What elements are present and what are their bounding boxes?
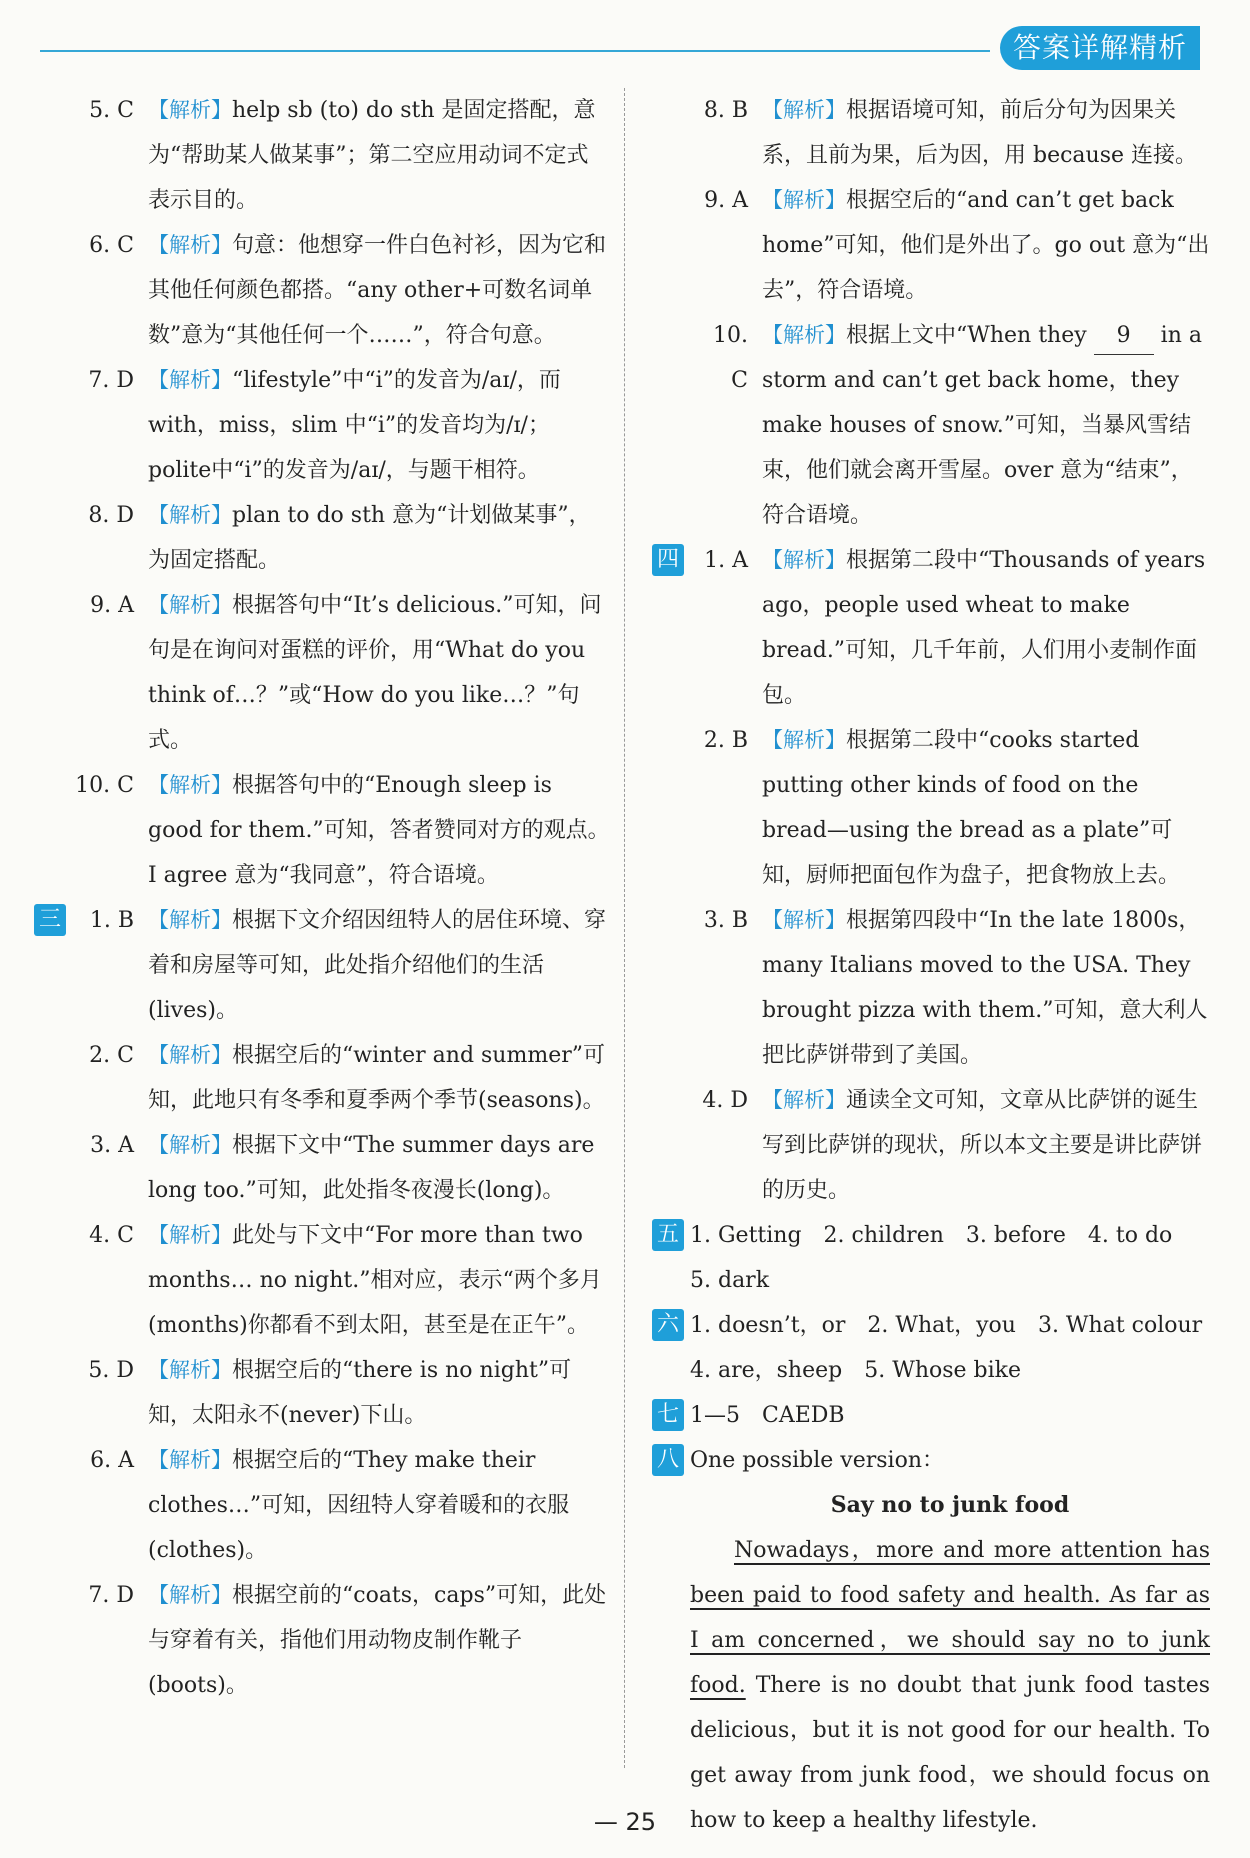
explanation-text: 根据下文介绍因纽特人的居住环境、穿着和房屋等可知，此处指介绍他们的生活(lives)。: [148, 908, 607, 1023]
answer-item: [72, 763, 610, 898]
section-marker: 八: [652, 1444, 684, 1476]
answer-explanation: [148, 1348, 610, 1438]
answer-explanation: [148, 1213, 610, 1348]
explanation-text: help sb (to) do sth 是固定搭配，意为“帮助某人做某事”；第二空应用动词不定式表示目的。: [148, 98, 596, 213]
answer-line: 1. Getting 2. children 3. before 4. to do: [690, 1223, 1173, 1248]
explanation-text: 根据空后的“there is no night”可知，太阳永不(never)下山。: [148, 1358, 572, 1428]
analysis-tag: 【解析】: [148, 908, 232, 932]
answer-section: [656, 1393, 1210, 1438]
explanation-text: 通读全文可知，文章从比萨饼的诞生写到比萨饼的现状，所以本文主要是讲比萨饼的历史。: [762, 1088, 1203, 1203]
header-rule: [40, 50, 990, 52]
explanation-text: 句意：他想穿一件白色衬衫，因为它和其他任何颜色都搭。“any other+可数名词单数”意为“其他任何一个……”，符合句意。: [148, 233, 607, 348]
answer-section: [656, 1438, 1210, 1483]
analysis-tag: 【解析】: [148, 773, 232, 797]
answer-number: 7. D: [88, 368, 134, 393]
answer-explanation: [762, 88, 1210, 178]
left-column: [40, 88, 610, 1708]
analysis-tag: 【解析】: [148, 98, 232, 122]
explanation-text: 此处与下文中“For more than two months… no night.”相对应，表示“两个多月(months)你都看不到太阳，甚至是在正午”。: [148, 1223, 602, 1338]
answer-line: One possible version：: [690, 1448, 944, 1473]
answer-item: [72, 1123, 610, 1213]
column-divider: [624, 88, 625, 1768]
answer-explanation: [148, 88, 610, 223]
answer-number: 9. A: [704, 188, 748, 213]
answer-item: [690, 1078, 1210, 1213]
answer-explanation: [762, 538, 1210, 718]
answer-explanation: [148, 1033, 610, 1123]
explanation-text: 根据第二段中“Thousands of years ago，people used wheat to make bread.”可知，几千年前，人们用小麦制作面包。: [762, 548, 1206, 708]
explanation-text: 根据答句中“It’s delicious.”可知，问句是在询问对蛋糕的评价，用“What do you think of…？”或“How do you like…？”句式。: [148, 593, 602, 753]
answer-item: [72, 1438, 610, 1573]
explanation-text: plan to do sth 意为“计划做某事”，为固定搭配。: [148, 503, 591, 573]
answer-section: [656, 1213, 1210, 1303]
section-marker: 四: [652, 544, 684, 576]
right-column: [656, 88, 1210, 1843]
answer-item: [72, 223, 610, 358]
analysis-tag: 【解析】: [762, 98, 846, 122]
explanation-text: 根据空前的“coats，caps”可知，此处与穿着有关，指他们用动物皮制作靴子(boots)。: [148, 1583, 607, 1698]
explanation-text: 根据空后的“winter and summer”可知，此地只有冬季和夏季两个季节(seasons)。: [148, 1043, 605, 1113]
explanation-text: 根据第二段中“cooks started putting other kinds of food on the bread—using the bread as a plate”可知，厨师把面包作为盘子，把食物放上去。: [762, 728, 1181, 888]
answer-item: [72, 1573, 610, 1708]
answer-explanation: [148, 493, 610, 583]
explanation-text: 根据第四段中“In the late 1800s，many Italians moved to the USA. They brought pizza with them.”可知，意大利人把比萨饼带到了美国。: [762, 908, 1208, 1068]
explanation-text: 根据上文中“When they: [846, 323, 1094, 348]
section-marker: 三: [34, 904, 66, 936]
answer-item: [72, 358, 610, 493]
analysis-tag: 【解析】: [148, 1043, 232, 1067]
explanation-text: 根据语境可知，前后分句为因果关系，且前为果，后为因，用 because 连接。: [762, 98, 1198, 168]
answer-item: [690, 898, 1210, 1078]
answer-number: 8. B: [703, 98, 748, 123]
answer-number: 6. C: [89, 233, 134, 258]
analysis-tag: 【解析】: [148, 1223, 232, 1247]
analysis-tag: 【解析】: [148, 233, 232, 257]
explanation-text: 根据空后的“and can’t get back home”可知，他们是外出了。go out 意为“出去”，符合语境。: [762, 188, 1210, 303]
answer-number: 3. B: [703, 908, 748, 933]
answer-line: 1. doesn’t，or 2. What，you 3. What colour: [690, 1313, 1203, 1338]
blank-number: 9: [1094, 318, 1154, 355]
essay-underlined-sentence: Nowadays，more and more attention has been paid to food safety and health. As far as I am concerned，we should say no to junk food.: [690, 1538, 1210, 1698]
section-marker: 五: [652, 1219, 684, 1251]
analysis-tag: 【解析】: [148, 593, 232, 617]
analysis-tag: 【解析】: [762, 188, 846, 212]
answer-explanation: [148, 1438, 610, 1573]
answer-item: [72, 1213, 610, 1348]
answer-number: 6. A: [90, 1448, 134, 1473]
answer-item: [72, 88, 610, 223]
answer-item: [656, 538, 1210, 718]
answer-explanation: [148, 1573, 610, 1708]
answer-explanation: [762, 1078, 1210, 1213]
essay-text: There is no doubt that junk food tastes delicious，but it is not good for our health. To get away from junk food，we should focus on how to keep a healthy lifestyle.: [690, 1673, 1210, 1833]
answer-explanation: [148, 223, 610, 358]
answer-number: 7. D: [88, 1583, 134, 1608]
analysis-tag: 【解析】: [148, 1358, 232, 1382]
answer-explanation: [148, 898, 610, 1033]
answer-item: [72, 1033, 610, 1123]
explanation-text: “lifestyle”中“i”的发音为/aɪ/，而with，miss，slim 中“i”的发音均为/ɪ/；polite中“i”的发音为/aɪ/，与题干相符。: [148, 368, 561, 483]
answer-item: [690, 313, 1210, 538]
analysis-tag: 【解析】: [762, 323, 846, 347]
answer-number: 1. B: [89, 908, 134, 933]
answer-line: 4. are，sheep 5. Whose bike: [690, 1358, 1021, 1383]
answer-explanation: [148, 358, 610, 493]
analysis-tag: 【解析】: [148, 1448, 232, 1472]
analysis-tag: 【解析】: [762, 1088, 846, 1112]
section-marker: 六: [652, 1309, 684, 1341]
answer-number: 10. C: [75, 773, 134, 798]
answer-line: 5. dark: [690, 1268, 770, 1293]
answer-number: 9. A: [90, 593, 134, 618]
answer-number: 5. D: [88, 1358, 134, 1383]
answer-number: 10. C: [713, 323, 748, 393]
analysis-tag: 【解析】: [148, 368, 232, 392]
answer-item: [690, 718, 1210, 898]
answer-explanation: [148, 583, 610, 763]
answer-explanation: [762, 178, 1210, 313]
analysis-tag: 【解析】: [762, 728, 846, 752]
answer-number: 5. C: [89, 98, 134, 123]
answer-explanation: [762, 718, 1210, 898]
answer-item: [690, 178, 1210, 313]
answer-explanation: [762, 313, 1210, 538]
answer-line: 1—5 CAEDB: [690, 1403, 845, 1428]
analysis-tag: 【解析】: [148, 503, 232, 527]
answer-explanation: [148, 763, 610, 898]
answer-explanation: [762, 898, 1210, 1078]
analysis-tag: 【解析】: [762, 548, 846, 572]
analysis-tag: 【解析】: [148, 1133, 232, 1157]
answer-number: 2. C: [89, 1043, 134, 1068]
analysis-tag: 【解析】: [762, 908, 846, 932]
header-badge: 答案详解精析: [1000, 26, 1200, 70]
answer-section: [656, 1303, 1210, 1393]
answer-number: 4. C: [89, 1223, 134, 1248]
answer-item: [72, 493, 610, 583]
explanation-text: 根据答句中的“Enough sleep is good for them.”可知，答者赞同对方的观点。I agree 意为“我同意”，符合语境。: [148, 773, 610, 888]
essay-title: Say no to junk food: [830, 1492, 1070, 1518]
analysis-tag: 【解析】: [148, 1583, 232, 1607]
answer-number: 2. B: [703, 728, 748, 753]
explanation-text: 根据空后的“They make their clothes…”可知，因纽特人穿着暖和的衣服(clothes)。: [148, 1448, 570, 1563]
section-marker: 七: [652, 1399, 684, 1431]
essay-body: [690, 1528, 1210, 1843]
answer-item: [38, 898, 610, 1033]
answer-explanation: [148, 1123, 610, 1213]
explanation-text: in a storm and can’t get back home，they make houses of snow.”可知，当暴风雪结束，他们就会离开雪屋。over 意为“结束”，符合语境。: [762, 323, 1202, 528]
answer-number: 3. A: [90, 1133, 134, 1158]
answer-item: [72, 583, 610, 763]
answer-number: 8. D: [88, 503, 134, 528]
answer-item: [72, 1348, 610, 1438]
page-number: — 25: [593, 1808, 657, 1836]
answer-item: [690, 88, 1210, 178]
answer-number: 4. D: [702, 1088, 748, 1113]
explanation-text: 根据下文中“The summer days are long too.”可知，此处指冬夜漫长(long)。: [148, 1133, 595, 1203]
answer-number: 1. A: [704, 548, 748, 573]
